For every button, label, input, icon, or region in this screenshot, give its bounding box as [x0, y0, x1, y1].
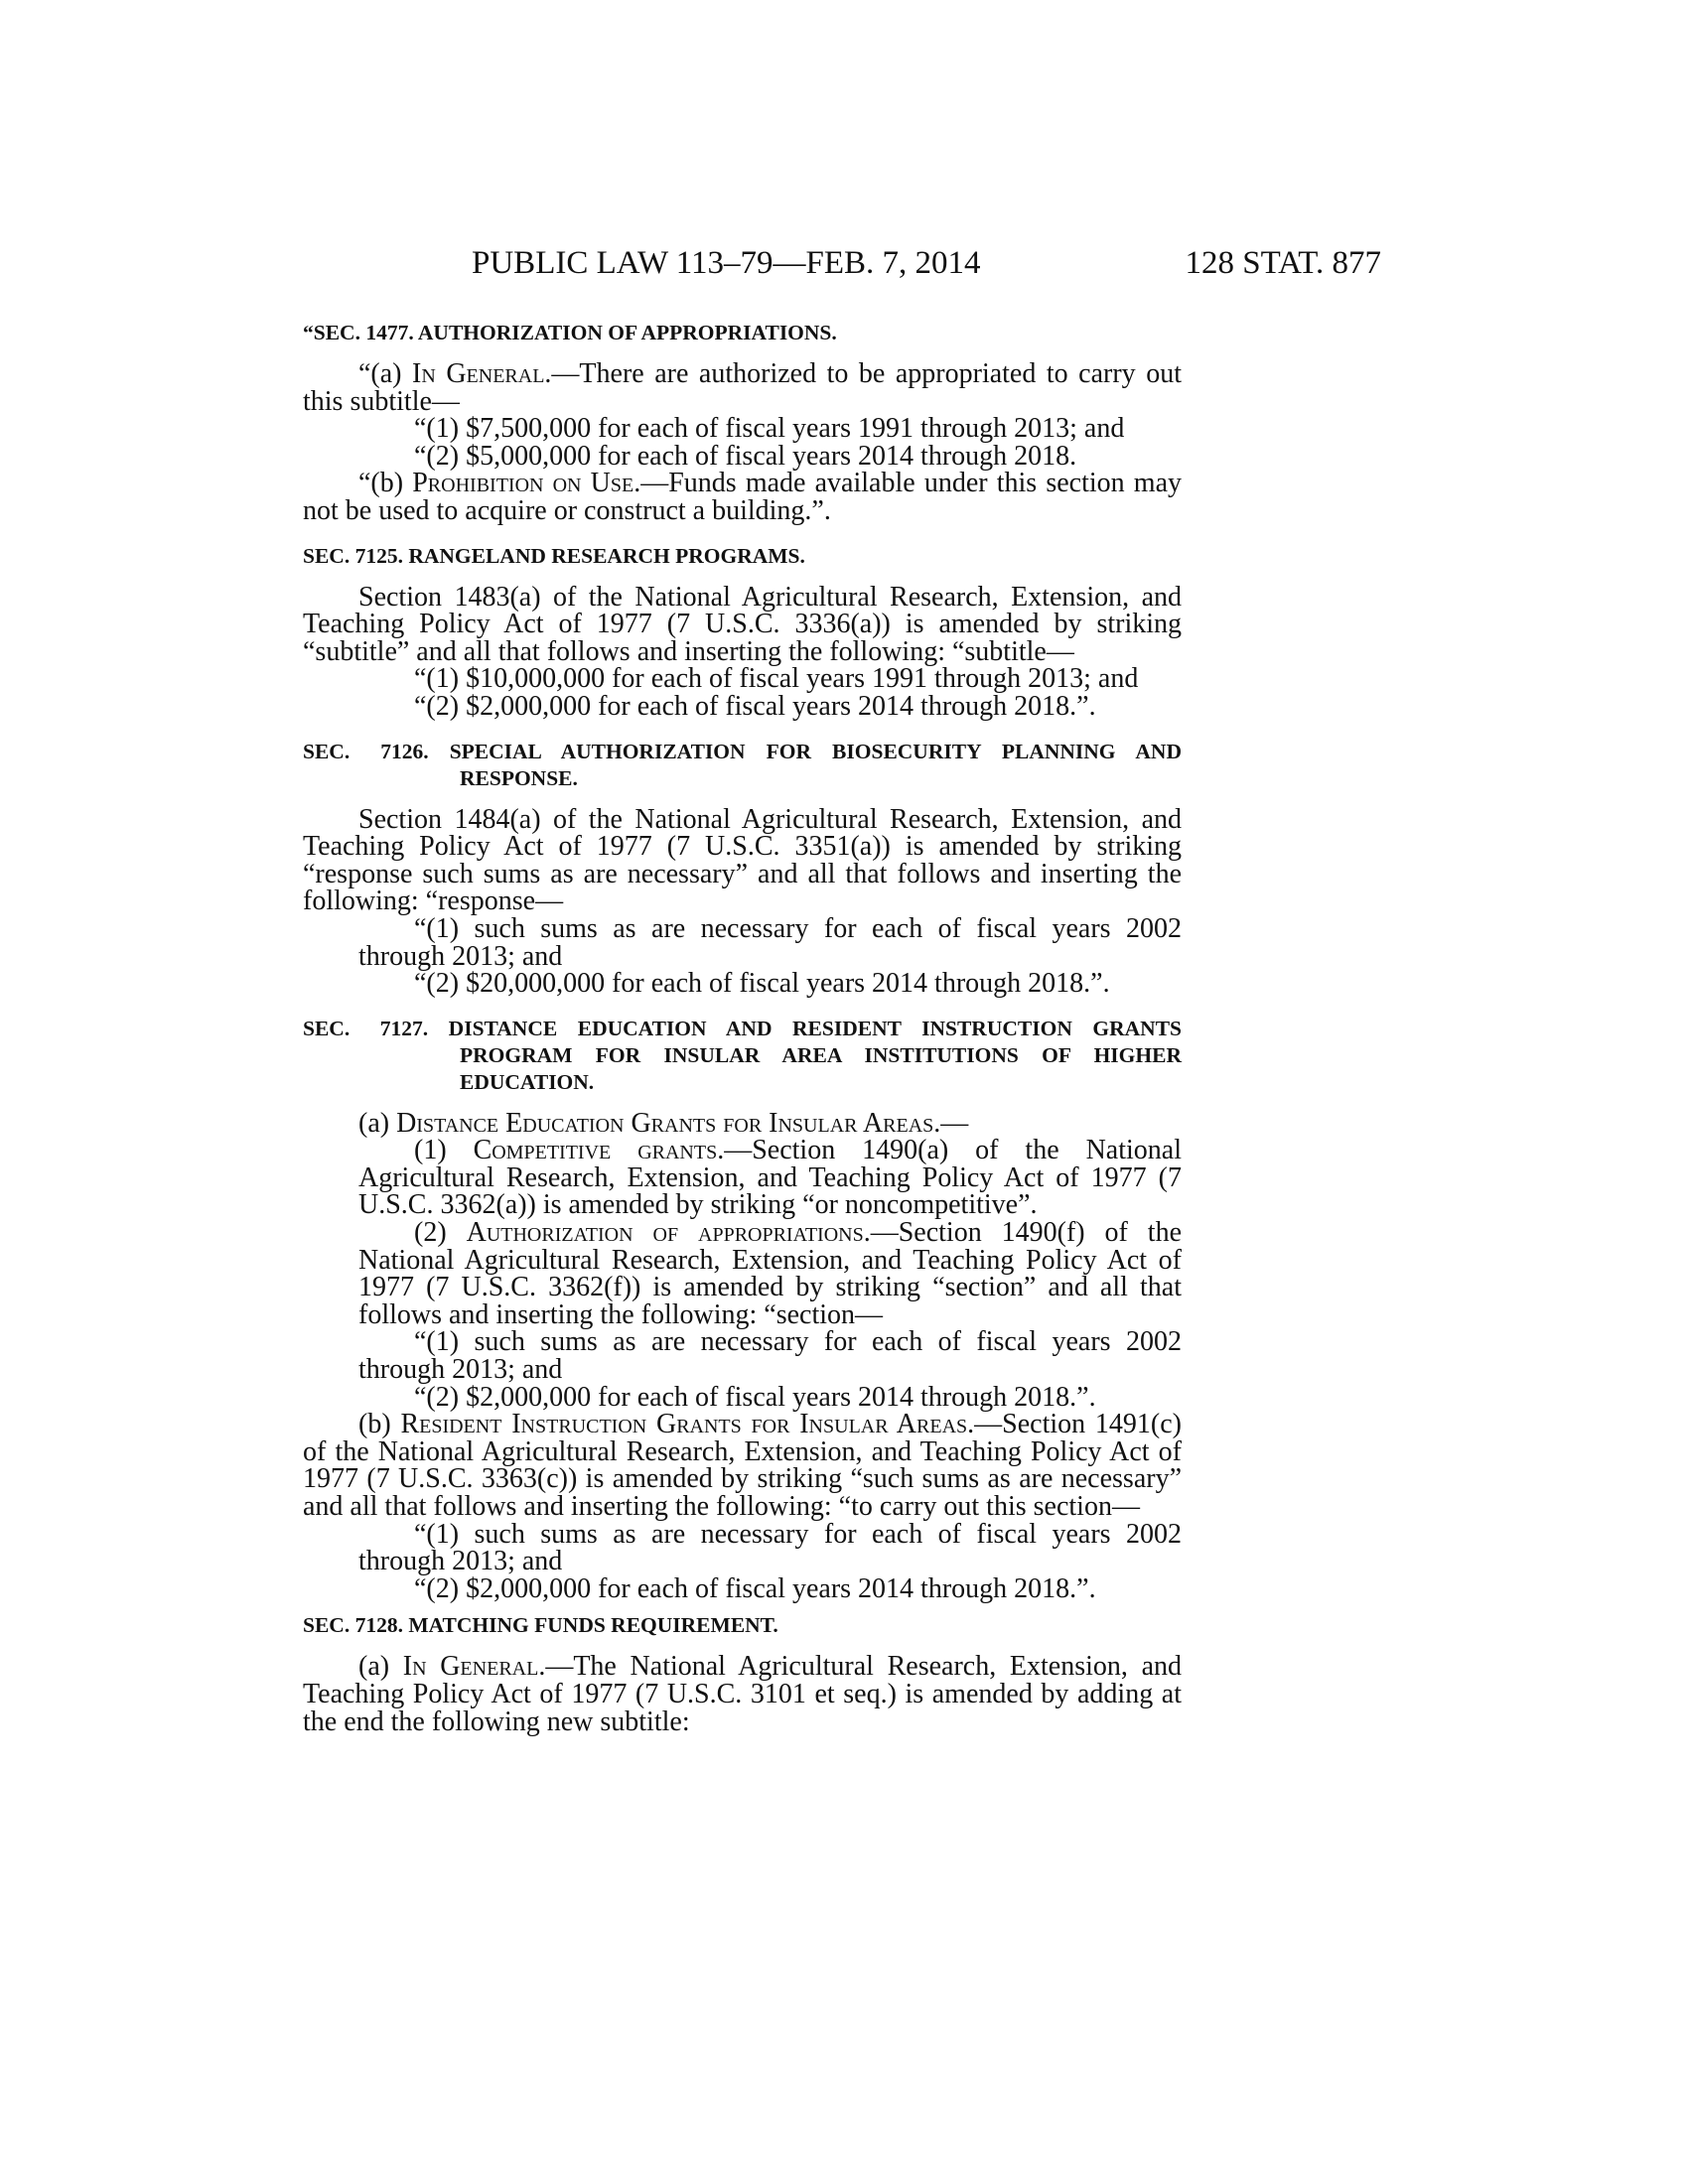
- paragraph-7126-1: “(1) such sums as are necessary for each of fiscal years 2002 through 2013; and: [358, 912, 1182, 972]
- section-7126-body: Section 1484(a) of the National Agricultural Research, Extension, and Teaching Policy Act of 1977 (7 U.S.C. 3351(a)) is amended by striking “response such sums as are necessary” and all that follows and inserting the following: “response—: [303, 803, 1182, 917]
- paragraph-7127-b-2: “(2) $2,000,000 for each of fiscal years 2014 through 2018.”.: [414, 1572, 1096, 1604]
- clause-7127-a-2-2: “(2) $2,000,000 for each of fiscal years 2014 through 2018.”.: [414, 1381, 1096, 1413]
- caption-authorization-of-appropriations: Authorization of appropriations.: [466, 1217, 871, 1249]
- subsection-7127-a: (a) Distance Education Grants for Insular Areas.—: [358, 1107, 969, 1139]
- section-heading-1477: “SEC. 1477. AUTHORIZATION OF APPROPRIATIONS.: [303, 321, 837, 344]
- subsection-7128-a: (a) In General.—The National Agricultural Research, Extension, and Teaching Policy Act of 1977 (7 U.S.C. 3101 et seq.) is amended by adding at the end the following new subtitle:: [303, 1651, 1183, 1737]
- caption-prohibition-on-use: Prohibition on Use.: [412, 468, 641, 499]
- paragraph-7125-2: “(2) $2,000,000 for each of fiscal years 2014 through 2018.”.: [414, 690, 1096, 722]
- subsection-1477-b: “(b) Prohibition on Use.—Funds made available under this section may not be used to acquire or construct a building.”.: [303, 468, 1183, 526]
- page-header: [303, 245, 1381, 289]
- subsection-1477-a: “(a) In General.—There are authorized to be appropriated to carry out this subtitle—: [303, 358, 1182, 417]
- section-number: SEC. 7126.: [303, 739, 429, 763]
- paragraph-7125-1: “(1) $10,000,000 for each of fiscal years 1991 through 2013; and: [414, 663, 1139, 695]
- section-title: SPECIAL AUTHORIZATION FOR BIOSECURITY PLANNING AND RESPONSE.: [449, 739, 1182, 790]
- section-heading-7127: [303, 1016, 1182, 1096]
- paragraph-1477-a-2: “(2) $5,000,000 for each of fiscal years 2014 through 2018.: [414, 440, 1077, 472]
- paragraph-1477-a-1: “(1) $7,500,000 for each of fiscal years 1991 through 2013; and: [414, 413, 1125, 445]
- running-head: PUBLIC LAW 113–79—FEB. 7, 2014: [472, 245, 981, 281]
- paragraph-7127-b-1: “(1) such sums as are necessary for each of fiscal years 2002 through 2013; and: [358, 1518, 1182, 1577]
- section-heading-7125: SEC. 7125. RANGELAND RESEARCH PROGRAMS.: [303, 543, 805, 568]
- stat-citation: 128 STAT. 877: [1185, 245, 1381, 281]
- caption-in-general: In General.: [412, 358, 552, 389]
- paragraph-7126-2: “(2) $20,000,000 for each of fiscal years 2014 through 2018.”.: [414, 968, 1110, 1000]
- section-heading-7128: SEC. 7128. MATCHING FUNDS REQUIREMENT.: [303, 1613, 778, 1638]
- paragraph-7127-a-1: (1) Competitive grants.—Section 1490(a) of the National Agricultural Research, Extension, and Teaching Policy Act of 1977 (7 U.S.C. 3362(a)) is amended by striking “or noncompetitive”.: [358, 1135, 1182, 1221]
- caption-distance-education: Distance Education Grants for Insular Areas.: [396, 1107, 941, 1139]
- statute-body: [303, 320, 1182, 1735]
- section-7125-body: Section 1483(a) of the National Agricultural Research, Extension, and Teaching Policy Act of 1977 (7 U.S.C. 3336(a)) is amended by striking “subtitle” and all that follows and inserting the following: “subtitle—: [303, 581, 1182, 667]
- caption-resident-instruction: Resident Instruction Grants for Insular Areas.: [400, 1409, 975, 1440]
- paragraph-7127-a-2: (2) Authorization of appropriations.—Section 1490(f) of the National Agricultural Research, Extension, and Teaching Policy Act of 1977 (7 U.S.C. 3362(f)) is amended by striking “section” and all that follows and inserting the following: “section—: [358, 1217, 1183, 1330]
- caption-competitive-grants: Competitive grants.: [473, 1135, 725, 1166]
- section-title: DISTANCE EDUCATION AND RESIDENT INSTRUCTION GRANTS PROGRAM FOR INSULAR AREA INSTITUTIONS OF HIGHER EDUCATION.: [448, 1016, 1182, 1094]
- caption-in-general: In General.: [402, 1651, 546, 1683]
- section-heading-7126: [303, 739, 1182, 792]
- clause-7127-a-2-1: “(1) such sums as are necessary for each of fiscal years 2002 through 2013; and: [358, 1326, 1182, 1386]
- subsection-7127-b: (b) Resident Instruction Grants for Insular Areas.—Section 1491(c) of the National Agricultural Research, Extension, and Teaching Policy Act of 1977 (7 U.S.C. 3363(c)) is amended by striking “such sums as are necessary” and all that follows and inserting the following: “to carry out this section—: [303, 1409, 1182, 1522]
- section-number: SEC. 7127.: [303, 1016, 429, 1040]
